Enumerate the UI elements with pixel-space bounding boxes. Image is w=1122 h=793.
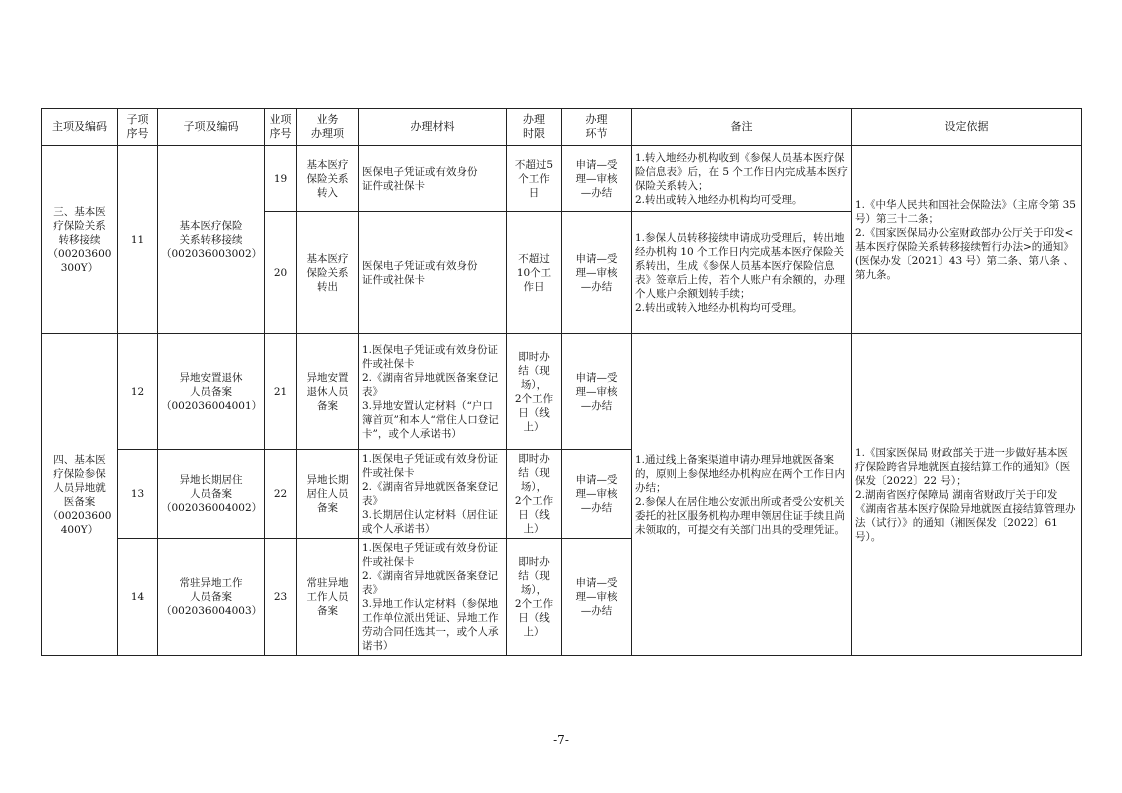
time-cell: 即时办 结（现 场）， 2个工作 日（线 上） xyxy=(507,539,562,656)
sub-item-cell: 基本医疗保险 关系转移接续 （002036003002） xyxy=(158,146,265,334)
steps-cell: 申请—受 理—审核 —办结 xyxy=(562,334,632,450)
sub-item-cell: 常驻异地工作 人员备案 （002036004003） xyxy=(158,539,265,656)
sub-item-cell: 异地长期居住 人员备案 （002036004002） xyxy=(158,450,265,539)
biz-no-cell: 23 xyxy=(265,539,297,656)
biz-no-cell: 21 xyxy=(265,334,297,450)
biz-item-cell: 异地长期 居住人员 备案 xyxy=(297,450,359,539)
materials-cell: 1.医保电子凭证或有效身份证件或社保卡 2.《湖南省异地就医备案登记表》 3.长期居住认定材料（居住证或个人承诺书） xyxy=(359,450,507,539)
materials-cell: 医保电子凭证或有效身份 证件或社保卡 xyxy=(359,146,507,212)
header-row xyxy=(42,109,1082,146)
policy-table xyxy=(41,108,1082,656)
remark-cell: 1.参保人员转移接续申请成功受理后，转出地经办机构 10 个工作日内完成基本医疗保险关系转出，生成《参保人员基本医疗保险信息表》签章后上传，若个人账户有余额的，办理个人账户余额划转手续； 2.转出或转入地经办机构均可受理。 xyxy=(632,212,852,334)
table-row xyxy=(42,334,1082,450)
time-cell: 不超过 10个工 作日 xyxy=(507,212,562,334)
biz-no-cell: 20 xyxy=(265,212,297,334)
steps-cell: 申请—受 理—审核 —办结 xyxy=(562,212,632,334)
steps-cell: 申请—受 理—审核 —办结 xyxy=(562,539,632,656)
header-basis: 设定依据 xyxy=(852,109,1082,146)
materials-cell: 医保电子凭证或有效身份 证件或社保卡 xyxy=(359,212,507,334)
header-remark: 备注 xyxy=(632,109,852,146)
basis-cell: 1.《中华人民共和国社会保险法》（主席令第 35 号）第三十二条； 2.《国家医保局办公室财政部办公厅关于印发<基本医疗保险关系转移接续暂行办法>的通知》(医保办发〔2021〕43 号）第二条、第八条 、第九条。 xyxy=(852,146,1082,334)
steps-cell: 申请—受 理—审核 —办结 xyxy=(562,450,632,539)
remark-cell: 1.转入地经办机构收到《参保人员基本医疗保险信息表》后，在 5 个工作日内完成基本医疗保险关系转入； 2.转出或转入地经办机构均可受理。 xyxy=(632,146,852,212)
header-materials: 办理材料 xyxy=(359,109,507,146)
sub-no-cell: 13 xyxy=(118,450,158,539)
biz-item-cell: 异地安置 退休人员 备案 xyxy=(297,334,359,450)
steps-cell: 申请—受 理—审核 —办结 xyxy=(562,146,632,212)
materials-cell: 1.医保电子凭证或有效身份证件或社保卡 2.《湖南省异地就医备案登记表》 3.异地安置认定材料（“户口簿首页”和本人“常住人口登记卡”，或个人承诺书） xyxy=(359,334,507,450)
page-number: -7- xyxy=(553,733,569,747)
time-cell: 即时办 结（现 场）， 2个工作 日（线 上） xyxy=(507,450,562,539)
biz-no-cell: 22 xyxy=(265,450,297,539)
header-biz-no: 业项 序号 xyxy=(265,109,297,146)
sub-no-cell: 12 xyxy=(118,334,158,450)
time-cell: 不超过5 个工作 日 xyxy=(507,146,562,212)
header-time: 办理 时限 xyxy=(507,109,562,146)
header-sub-no: 子项 序号 xyxy=(118,109,158,146)
header-biz-item: 业务 办理项 xyxy=(297,109,359,146)
main-item-cell: 三、基本医 疗保险关系 转移接续 （00203600 300Y） xyxy=(42,146,118,334)
biz-item-cell: 常驻异地 工作人员 备案 xyxy=(297,539,359,656)
header-sub-item: 子项及编码 xyxy=(158,109,265,146)
basis-cell: 1.《国家医保局 财政部关于进一步做好基本医疗保险跨省异地就医直接结算工作的通知》（医保发〔2022〕22 号）； 2.湖南省医疗保障局 湖南省财政厅关于印发《湖南省基本医疗保险异地就医直接结算管理办法（试行）》的通知（湘医保发〔2022〕61 号）。 xyxy=(852,334,1082,656)
header-steps: 办理 环节 xyxy=(562,109,632,146)
table-row xyxy=(42,146,1082,212)
sub-no-cell: 11 xyxy=(118,146,158,334)
header-main-item: 主项及编码 xyxy=(42,109,118,146)
biz-item-cell: 基本医疗 保险关系 转入 xyxy=(297,146,359,212)
time-cell: 即时办 结（现 场）， 2个工作 日（线 上） xyxy=(507,334,562,450)
biz-item-cell: 基本医疗 保险关系 转出 xyxy=(297,212,359,334)
sub-item-cell: 异地安置退休 人员备案 （002036004001） xyxy=(158,334,265,450)
main-item-cell: 四、基本医 疗保险参保 人员异地就 医备案 （00203600 400Y） xyxy=(42,334,118,656)
sub-no-cell: 14 xyxy=(118,539,158,656)
remark-cell: 1.通过线上备案渠道申请办理异地就医备案的，原则上参保地经办机构应在两个工作日内办结； 2.参保人在居住地公安派出所或者受公安机关委托的社区服务机构办理申领居住证手续且尚未领取的，可提交有关部门出具的受理凭证。 xyxy=(632,334,852,656)
biz-no-cell: 19 xyxy=(265,146,297,212)
materials-cell: 1.医保电子凭证或有效身份证件或社保卡 2.《湖南省异地就医备案登记表》 3.异地工作认定材料（参保地工作单位派出凭证、异地工作劳动合同任选其一，或个人承诺书） xyxy=(359,539,507,656)
